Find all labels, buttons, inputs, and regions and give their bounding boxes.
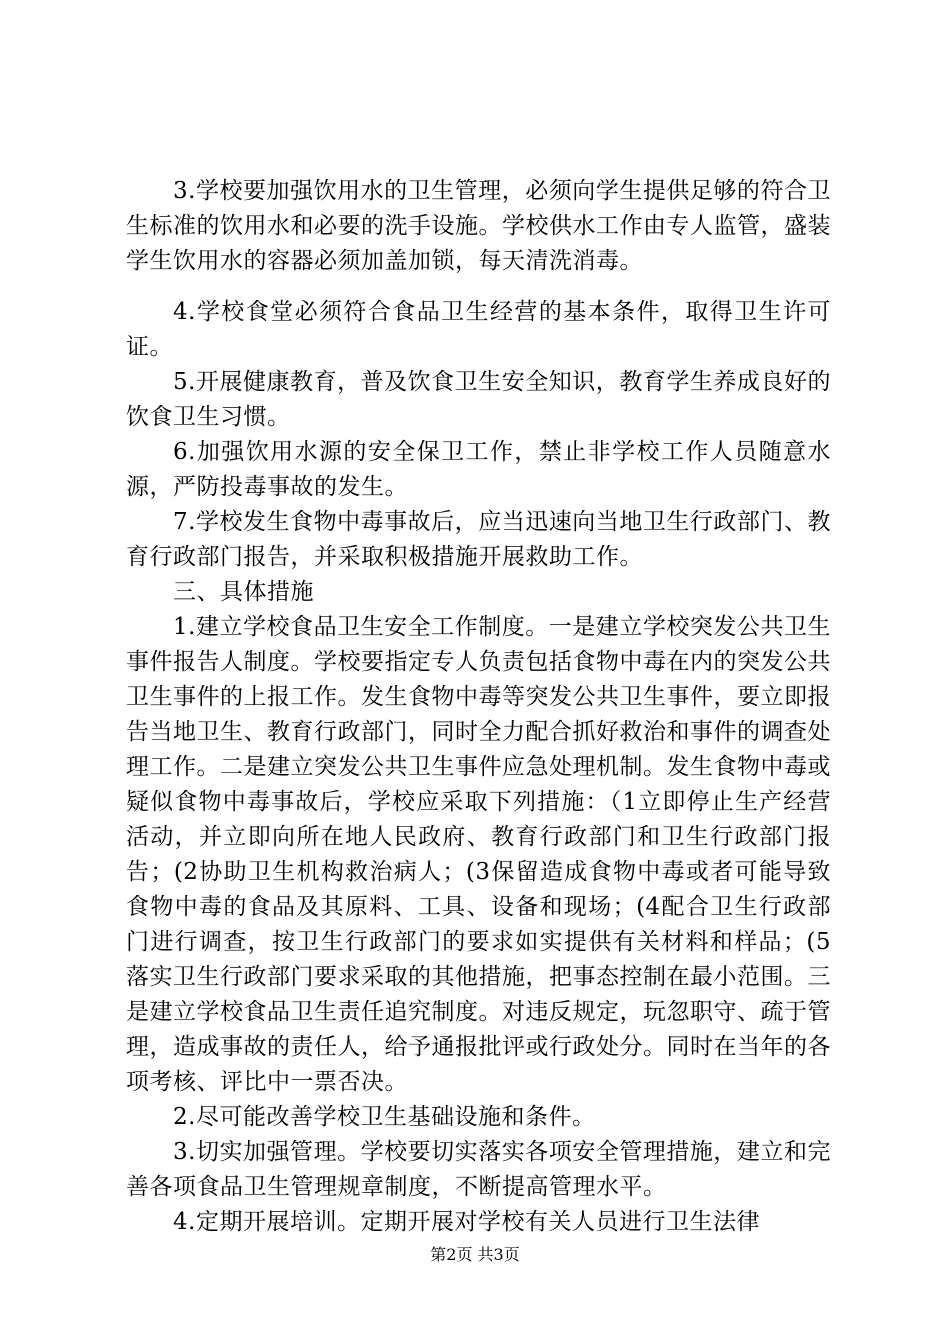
paragraph-safety-system: 1.建立学校食品卫生安全工作制度。一是建立学校突发公共卫生事件报告人制度。学校要指定专人负责包括食物中毒在内的突发公共卫生事件的上报工作。发生食物中毒等突发公共卫生事件，要立即报告当地卫生、教育行政部门，同时全力配合抓好救治和事件的调查处理工作。二是建立突发公共卫生事件应急处理机制。发生食物中毒或疑似食物中毒事故后，学校应采取下列措施：（1立即停止生产经营活动，并立即向所在地人民政府、教育行政部门和卫生行政部门报告；(2协助卫生机构救治病人；(3保留造成食物中毒或者可能导致食物中毒的食品及其原料、工具、设备和现场；(4配合卫生行政部门进行调查，按卫生行政部门的要求如实提供有关材料和样品；(5落实卫生行政部门要求采取的其他措施，把事态控制在最小范围。三是建立学校食品卫生责任追究制度。对违反规定，玩忽职守、疏于管理，造成事故的责任人，给予通报批评或行政处分。同时在当年的各项考核、评比中一票否决。 bbox=[126, 614, 831, 1095]
paragraph-water-source-security: 6.加强饮用水源的安全保卫工作，禁止非学校工作人员随意水源，严防投毒事故的发生。 bbox=[126, 439, 831, 500]
document-body bbox=[126, 174, 831, 1240]
paragraph-management: 3.切实加强管理。学校要切实落实各项安全管理措施，建立和完善各项食品卫生管理规章制度，不断提高管理水平。 bbox=[126, 1139, 831, 1200]
page-number-footer: 第2页 共3页 bbox=[430, 1245, 520, 1264]
paragraph-drinking-water: 3.学校要加强饮用水的卫生管理，必须向学生提供足够的符合卫生标准的饮用水和必要的洗手设施。学校供水工作由专人监管，盛装学生饮用水的容器必须加盖加锁，每天清洗消毒。 bbox=[126, 178, 831, 274]
paragraph-canteen-license: 4.学校食堂必须符合食品卫生经营的基本条件，取得卫生许可证。 bbox=[126, 299, 831, 360]
paragraph-facilities: 2.尽可能改善学校卫生基础设施和条件。 bbox=[173, 1104, 596, 1130]
section-heading-specific-measures: 三、具体措施 bbox=[173, 579, 314, 605]
paragraph-poisoning-report: 7.学校发生食物中毒事故后，应当迅速向当地卫生行政部门、教育行政部门报告，并采取积极措施开展救助工作。 bbox=[126, 509, 831, 570]
paragraph-health-education: 5.开展健康教育，普及饮食卫生安全知识，教育学生养成良好的饮食卫生习惯。 bbox=[126, 369, 831, 430]
paragraph-training: 4.定期开展培训。定期开展对学校有关人员进行卫生法律 bbox=[173, 1209, 760, 1235]
